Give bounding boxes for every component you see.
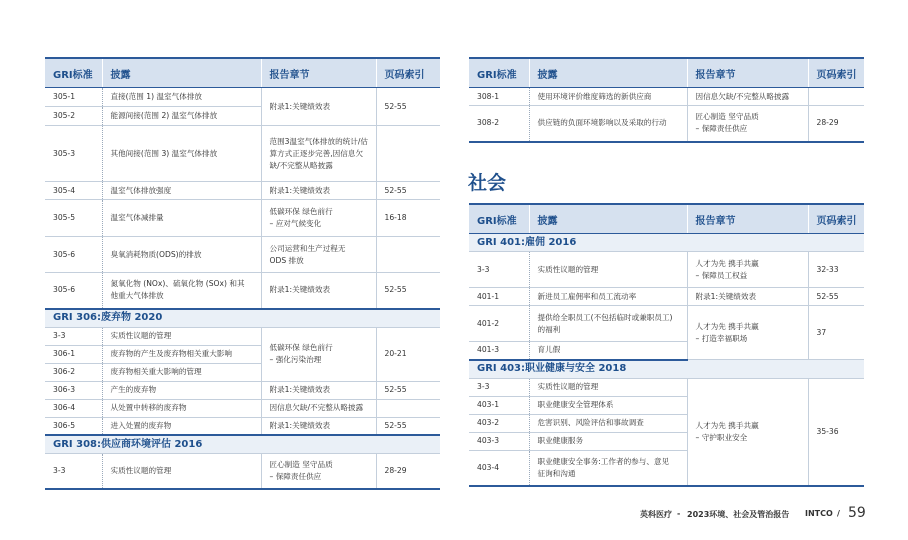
gri-code: 3-3 — [45, 454, 102, 489]
gri-code: 308-1 — [469, 88, 529, 106]
report-chapter: 范围3温室气体排放的统计/估算方式正逐步完善,因信息欠缺/不完整从略披露 — [261, 126, 376, 182]
report-chapter: 匠心制造 坚守品质 – 保障责任供应 — [261, 454, 376, 489]
gri-code: 403-1 — [469, 396, 529, 414]
disclosure-text: 职业健康安全管理体系 — [529, 396, 687, 414]
report-chapter: 人才为先 携手共赢 – 守护职业安全 — [687, 378, 808, 486]
table-row — [469, 288, 864, 306]
col-header-chapter: 报告章节 — [687, 58, 808, 88]
table-header-row — [469, 58, 864, 88]
gri-code: 3-3 — [45, 327, 102, 345]
table-row — [45, 273, 440, 309]
gri-code: 306-5 — [45, 417, 102, 435]
footer-brand: INTCO — [805, 509, 833, 518]
disclosure-text: 废弃物相关重大影响的管理 — [102, 363, 261, 381]
table-row — [45, 88, 440, 107]
page-index — [376, 399, 440, 417]
disclosure-text: 实质性议题的管理 — [102, 327, 261, 345]
disclosure-text: 能源间接(范围 2) 温室气体排放 — [102, 107, 261, 126]
section-row-gri-308 — [45, 435, 440, 454]
section-heading-social: 社会 — [468, 172, 507, 194]
col-header-page: 页码索引 — [808, 204, 864, 234]
report-chapter: 附录1:关键绩效表 — [261, 88, 376, 126]
section-title: GRI 308:供应商环境评估 2016 — [45, 435, 440, 454]
disclosure-text: 温室气体排放强度 — [102, 182, 261, 200]
report-chapter: 附录1:关键绩效表 — [261, 381, 376, 399]
footer-report-title: 2023环境、社会及管治报告 — [687, 510, 790, 519]
gri-table-environment-right — [469, 57, 864, 143]
disclosure-text: 其他间接(范围 3) 温室气体排放 — [102, 126, 261, 182]
gri-code: 306-4 — [45, 399, 102, 417]
col-header-chapter: 报告章节 — [687, 204, 808, 234]
gri-code: 308-2 — [469, 106, 529, 142]
report-chapter: 人才为先 携手共赢 – 保障员工权益 — [687, 252, 808, 288]
report-chapter: 附录1:关键绩效表 — [261, 182, 376, 200]
gri-code: 306-1 — [45, 345, 102, 363]
gri-code: 305-2 — [45, 107, 102, 126]
page-index: 52-55 — [376, 182, 440, 200]
gri-code: 305-6 — [45, 273, 102, 309]
page-index: 16-18 — [376, 200, 440, 237]
disclosure-text: 废弃物的产生及废弃物相关重大影响 — [102, 345, 261, 363]
table-row — [45, 417, 440, 435]
page-index: 32-33 — [808, 252, 864, 288]
col-header-gri: GRI标准 — [469, 204, 529, 234]
disclosure-text: 产生的废弃物 — [102, 381, 261, 399]
table-row — [469, 106, 864, 142]
disclosure-text: 臭氧消耗物质(ODS)的排放 — [102, 237, 261, 273]
report-chapter: 公司运营和生产过程无 ODS 排放 — [261, 237, 376, 273]
disclosure-text: 进入处置的废弃物 — [102, 417, 261, 435]
disclosure-text: 供应链的负面环境影响以及采取的行动 — [529, 106, 687, 142]
gri-table-environment-left — [45, 57, 440, 490]
disclosure-text: 实质性议题的管理 — [102, 454, 261, 489]
disclosure-text: 新进员工雇佣率和员工流动率 — [529, 288, 687, 306]
report-chapter: 因信息欠缺/不完整从略披露 — [687, 88, 808, 106]
gri-code: 306-2 — [45, 363, 102, 381]
page-index: 52-55 — [808, 288, 864, 306]
disclosure-text: 职业健康服务 — [529, 432, 687, 450]
report-chapter: 低碳环保 绿色前行 – 应对气候变化 — [261, 200, 376, 237]
col-header-page: 页码索引 — [808, 58, 864, 88]
footer-slash: / — [837, 509, 840, 518]
col-header-disclosure: 披露 — [529, 204, 687, 234]
report-chapter: 人才为先 携手共赢 – 打造幸福职场 — [687, 306, 808, 360]
gri-code: 403-3 — [469, 432, 529, 450]
section-row-gri-306 — [45, 309, 440, 328]
page-index: 52-55 — [376, 88, 440, 126]
table-header-row — [45, 58, 440, 88]
disclosure-text: 职业健康安全事务:工作者的参与、意见征询和沟通 — [529, 450, 687, 486]
report-chapter: 附录1:关键绩效表 — [687, 288, 808, 306]
disclosure-text: 温室气体减排量 — [102, 200, 261, 237]
col-header-gri: GRI标准 — [45, 58, 102, 88]
table-row — [469, 252, 864, 288]
table-row — [45, 381, 440, 399]
gri-code: 401-3 — [469, 342, 529, 360]
col-header-disclosure: 披露 — [102, 58, 261, 88]
table-header-row — [469, 204, 864, 234]
gri-table-social — [469, 203, 864, 487]
gri-code: 305-4 — [45, 182, 102, 200]
page-index: 35-36 — [808, 378, 864, 486]
col-header-disclosure: 披露 — [529, 58, 687, 88]
page-index — [376, 126, 440, 182]
table-row — [469, 378, 864, 396]
page-index: 28-29 — [376, 454, 440, 489]
section-title: GRI 403:职业健康与安全 2018 — [469, 360, 864, 379]
page-index: 52-55 — [376, 381, 440, 399]
table-row — [45, 126, 440, 182]
gri-code: 305-3 — [45, 126, 102, 182]
page-index: 52-55 — [376, 273, 440, 309]
gri-code: 3-3 — [469, 378, 529, 396]
col-header-gri: GRI标准 — [469, 58, 529, 88]
report-chapter: 低碳环保 绿色前行 – 强化污染治理 — [261, 327, 376, 381]
page-index: 20-21 — [376, 327, 440, 381]
page-index — [376, 237, 440, 273]
table-row — [45, 200, 440, 237]
gri-code: 305-5 — [45, 200, 102, 237]
disclosure-text: 危害识别、风险评估和事故调查 — [529, 414, 687, 432]
disclosure-text: 提供给全职员工(不包括临时或兼职员工)的福利 — [529, 306, 687, 342]
gri-code: 403-2 — [469, 414, 529, 432]
gri-code: 3-3 — [469, 252, 529, 288]
page-index — [808, 88, 864, 106]
footer-separator: - — [677, 509, 681, 518]
page-index: 37 — [808, 306, 864, 360]
report-chapter: 匠心制造 坚守品质 – 保障责任供应 — [687, 106, 808, 142]
footer-company: 英科医疗 — [640, 510, 672, 519]
disclosure-text: 实质性议题的管理 — [529, 252, 687, 288]
disclosure-text: 氮氧化物 (NOx)、硫氧化物 (SOx) 和其他重大气体排放 — [102, 273, 261, 309]
disclosure-text: 直接(范围 1) 温室气体排放 — [102, 88, 261, 107]
section-title: GRI 306:废弃物 2020 — [45, 309, 440, 328]
section-title: GRI 401:雇佣 2016 — [469, 234, 864, 252]
gri-code: 305-1 — [45, 88, 102, 107]
col-header-page: 页码索引 — [376, 58, 440, 88]
section-row-gri-403 — [469, 360, 864, 379]
gri-code: 305-6 — [45, 237, 102, 273]
report-chapter: 因信息欠缺/不完整从略披露 — [261, 399, 376, 417]
disclosure-text: 使用环境评价维度筛选的新供应商 — [529, 88, 687, 106]
page-index: 28-29 — [808, 106, 864, 142]
table-row — [469, 306, 864, 342]
col-header-chapter: 报告章节 — [261, 58, 376, 88]
page-number: 59 — [848, 505, 866, 521]
report-chapter: 附录1:关键绩效表 — [261, 417, 376, 435]
section-row-gri-401 — [469, 234, 864, 252]
table-row — [45, 327, 440, 345]
table-row — [45, 454, 440, 489]
disclosure-text: 从处置中转移的废弃物 — [102, 399, 261, 417]
disclosure-text: 育儿假 — [529, 342, 687, 360]
table-row — [45, 237, 440, 273]
gri-code: 403-4 — [469, 450, 529, 486]
disclosure-text: 实质性议题的管理 — [529, 378, 687, 396]
table-row — [45, 399, 440, 417]
page-index: 52-55 — [376, 417, 440, 435]
gri-code: 401-2 — [469, 306, 529, 342]
table-row — [469, 88, 864, 106]
gri-code: 401-1 — [469, 288, 529, 306]
table-row — [45, 182, 440, 200]
gri-code: 306-3 — [45, 381, 102, 399]
report-chapter: 附录1:关键绩效表 — [261, 273, 376, 309]
